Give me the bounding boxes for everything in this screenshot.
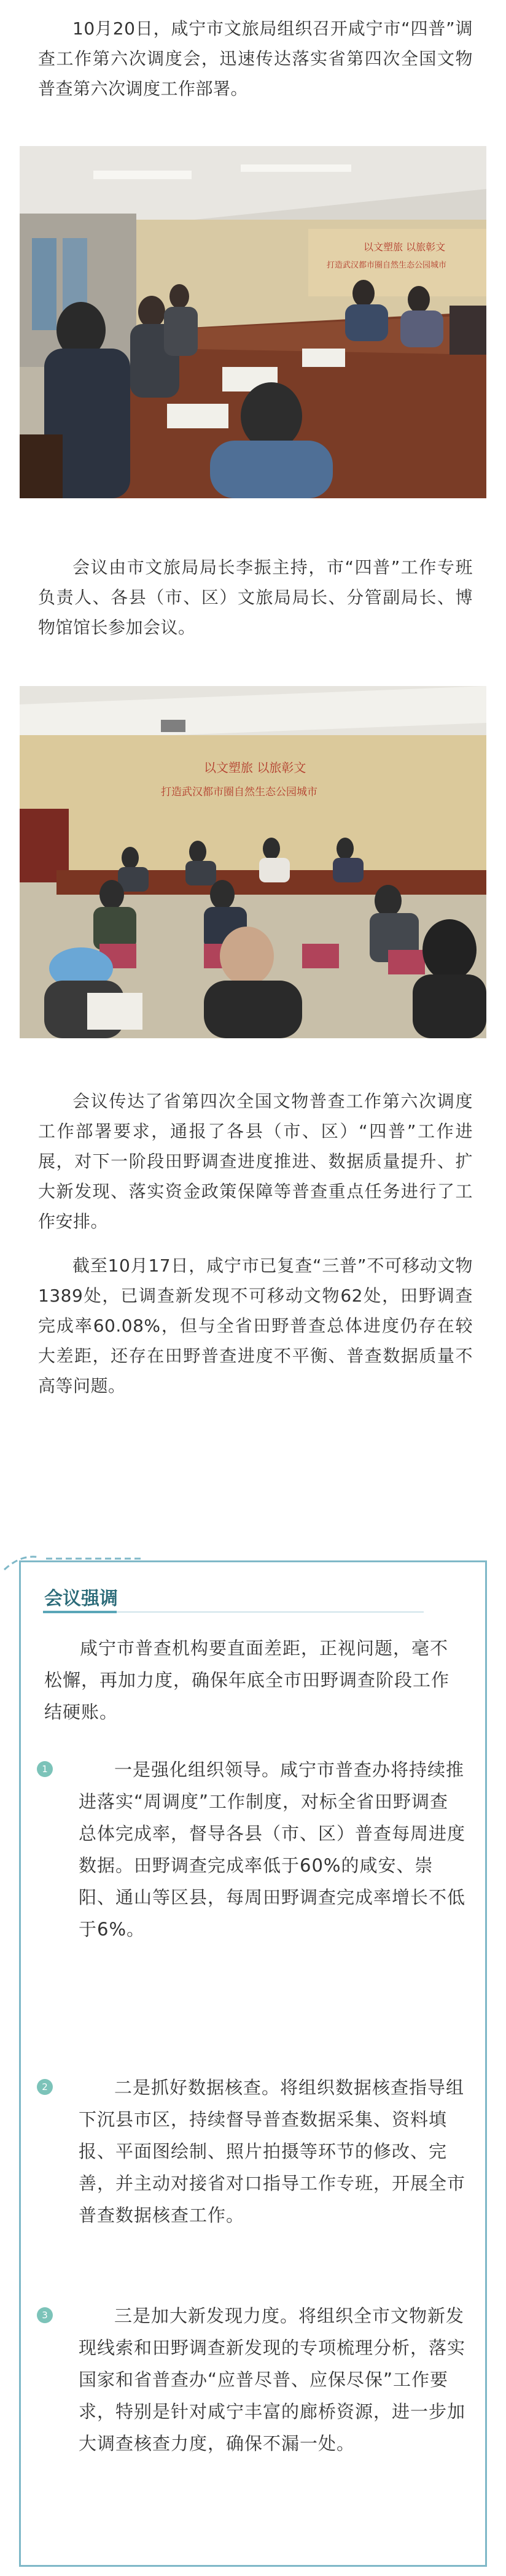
emphasis-lead: 咸宁市普查机构要直面差距，正视问题，毫不松懈，再加力度，确保年底全市田野调查阶段工作结硬账。 [44, 1638, 450, 1722]
item-number-badge-1: 1 [37, 1761, 53, 1777]
item-number-badge-2: 2 [37, 2079, 53, 2095]
emphasis-title: 会议强调 [44, 1588, 118, 1610]
photo2-banner-text: 以文塑旅 以旅彰文 [204, 760, 306, 775]
title-underline-accent [43, 1611, 117, 1613]
item-text-1: 一是强化组织领导。咸宁市普查办将持续推进落实“周调度”工作制度，对标全省田野调查总体完成率，督导各县（市、区）普查每周进度数据。田野调查完成率低于60%的咸安、崇阳、通山等区县，每周田野调查完成率增长不低于6%。 [79, 1759, 466, 1940]
meeting-photo-2 [20, 686, 486, 1038]
meeting-photo-1 [20, 146, 486, 498]
meeting-photo-1-image [20, 146, 486, 498]
attendees-paragraph: 会议由市文旅局局长李振主持，市“四普”工作专班负责人、各县（市、区）文旅局局长、分管副局长、博物馆馆长参加会议。 [38, 557, 473, 638]
photo1-banner-text: 以文塑旅 以旅彰文 [364, 241, 446, 253]
photo2-banner-text-2: 打造武汉都市圈自然生态公园城市 [161, 786, 317, 798]
item-text-3: 三是加大新发现力度。将组织全市文物新发现线索和田野调查新发现的专项梳理分析，落实国家和省普查办“应普尽普、应保尽保”工作要求，特别是针对咸宁丰富的廊桥资源，进一步加大调查核查力度，确保不漏一处。 [79, 2305, 466, 2454]
intro-paragraph: 10月20日，咸宁市文旅局组织召开咸宁市“四普”调查工作第六次调度会，迅速传达落实省第四次全国文物普查第六次调度工作部署。 [38, 18, 473, 99]
progress-paragraph: 截至10月17日，咸宁市已复查“三普”不可移动文物1389处，已调查新发现不可移动文物62处，田野调查完成率60.08%，但与全省田野普查总体进度仍存在较大差距，还存在田野普查进度不平衡、普查数据质量不高等问题。 [38, 1255, 473, 1396]
item-number-badge-3: 3 [37, 2307, 53, 2323]
item-text-2: 二是抓好数据核查。将组织数据核查指导组下沉县市区，持续督导普查数据采集、资料填报、平面图绘制、照片拍摄等环节的修改、完善，并主动对接省对口指导工作专班，开展全市普查数据核查工作。 [79, 2077, 466, 2226]
meeting-photo-2-image [20, 686, 486, 1038]
deployment-paragraph: 会议传达了省第四次全国文物普查工作第六次调度工作部署要求，通报了各县（市、区）“四普”工作进展，对下一阶段田野调查进度推进、数据质量提升、扩大新发现、落实资金政策保障等普查重点任务进行了工作安排。 [38, 1091, 473, 1232]
photo1-banner-text-2: 打造武汉都市圈自然生态公园城市 [327, 261, 447, 270]
decorative-dashes [3, 1551, 150, 1572]
